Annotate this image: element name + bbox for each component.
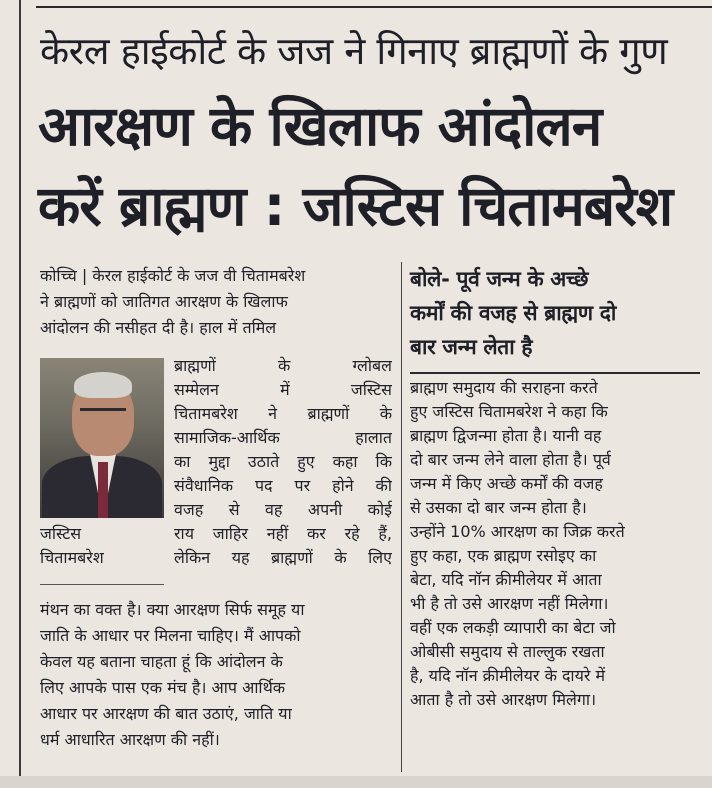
- body-line: ओबीसी समुदाय से ताल्लुक रखता: [410, 642, 605, 661]
- column-divider: [401, 262, 402, 772]
- body-line: का मुद्दा उठाते हुए कहा कि: [174, 452, 392, 471]
- caption-rule: [40, 584, 164, 585]
- sub-headline-rule: [410, 372, 700, 374]
- wrapped-text-block: [174, 354, 392, 570]
- photo-caption: [40, 522, 164, 570]
- kicker-headline: केरल हाईकोर्ट के जज ने गिनाए ब्राह्मणों के गुण: [40, 29, 668, 73]
- justice-photo: [40, 358, 164, 518]
- body-line: हुए जस्टिस चितामबरेश ने कहा कि: [410, 402, 608, 421]
- body-line: ब्राह्मण द्विजन्मा होता है। यानी वह: [410, 426, 602, 445]
- body-line: उन्होंने 10% आरक्षण का जिक्र करते: [410, 522, 625, 541]
- body-line: चितामबरेश ने ब्राह्मणों के: [174, 404, 392, 423]
- sub-headline-line: बार जन्म लेता है: [410, 335, 533, 359]
- sub-headline-line: बोले- पूर्व जन्म के अच्छे: [410, 267, 589, 291]
- body-line: जाति के आधार पर मिलना चाहिए। मैं आपको: [40, 626, 301, 645]
- body-line: केवल यह बताना चाहता हूं कि आंदोलन के: [40, 652, 283, 671]
- right-column: [410, 262, 700, 709]
- body-line: आधार पर आरक्षण की बात उठाएं, जाति या: [40, 704, 292, 723]
- body-line: वजह से वह अपनी कोई: [174, 500, 392, 519]
- top-rule: [36, 6, 712, 8]
- body-line: सम्मेलन में जस्टिस: [174, 380, 392, 399]
- sub-headline-line: कर्मों की वजह से ब्राह्मण दो: [410, 301, 617, 325]
- body-line: मंथन का वक्त है। क्या आरक्षण सिर्फ समूह या: [40, 600, 305, 619]
- body-line: है, यदि नॉन क्रीमीलेयर के दायरे में: [410, 666, 606, 685]
- body-line: आता है तो उसे आरक्षण मिलेगा।: [410, 690, 597, 709]
- main-headline-line-2: करें ब्राह्मण : जस्टिस चितामबरेश: [38, 174, 673, 238]
- body-line: आंदोलन की नसीहत दी है। हाल में तमिल: [40, 318, 277, 337]
- right-body-text: [410, 376, 700, 712]
- body-line: वहीं एक लकड़ी व्यापारी का बेटा जो: [410, 618, 616, 637]
- body-line: जन्म में किए अच्छे कर्मों की वजह: [410, 474, 603, 493]
- photo-caption-line: जस्टिस: [40, 524, 82, 543]
- body-line: सामाजिक-आर्थिक हालात: [174, 428, 392, 447]
- main-headline-line-1: आरक्षण के खिलाफ आंदोलन: [38, 94, 602, 158]
- body-line: ब्राह्मणों के ग्लोबल: [174, 356, 392, 375]
- photo-caption-line: चितामबरेश: [40, 548, 104, 567]
- body-line: ने ब्राह्मणों को जातिगत आरक्षण के खिलाफ: [40, 292, 288, 311]
- left-margin-rule: [19, 0, 21, 788]
- body-line: लेकिन यह ब्राह्मणों के लिए: [174, 548, 392, 567]
- page-bottom-edge: [0, 776, 712, 788]
- body-line: हुए कहा, एक ब्राह्मण रसोइए का: [410, 546, 597, 565]
- body-line: कोच्चि | केरल हाईकोर्ट के जज वी चितामबरेश: [40, 266, 306, 285]
- body-line: भी है तो उसे आरक्षण नहीं मिलेगा।: [410, 594, 609, 613]
- body-line: लिए आपके पास एक मंच है। आप आर्थिक: [40, 678, 286, 697]
- body-line: ब्राह्मण समुदाय की सराहना करते: [410, 378, 598, 397]
- body-line: दो बार जन्म लेने वाला होता है। पूर्व: [410, 450, 611, 469]
- body-line: बेटा, यदि नॉन क्रीमीलेयर में आता: [410, 570, 602, 589]
- body-line: धर्म आधारित आरक्षण की नहीं।: [40, 730, 220, 749]
- body-line: राय जाहिर नहीं कर रहे हैं,: [174, 524, 392, 543]
- body-line: संवैधानिक पद पर होने की: [174, 476, 392, 495]
- body-line: से उसका दो बार जन्म होता है।: [410, 498, 587, 517]
